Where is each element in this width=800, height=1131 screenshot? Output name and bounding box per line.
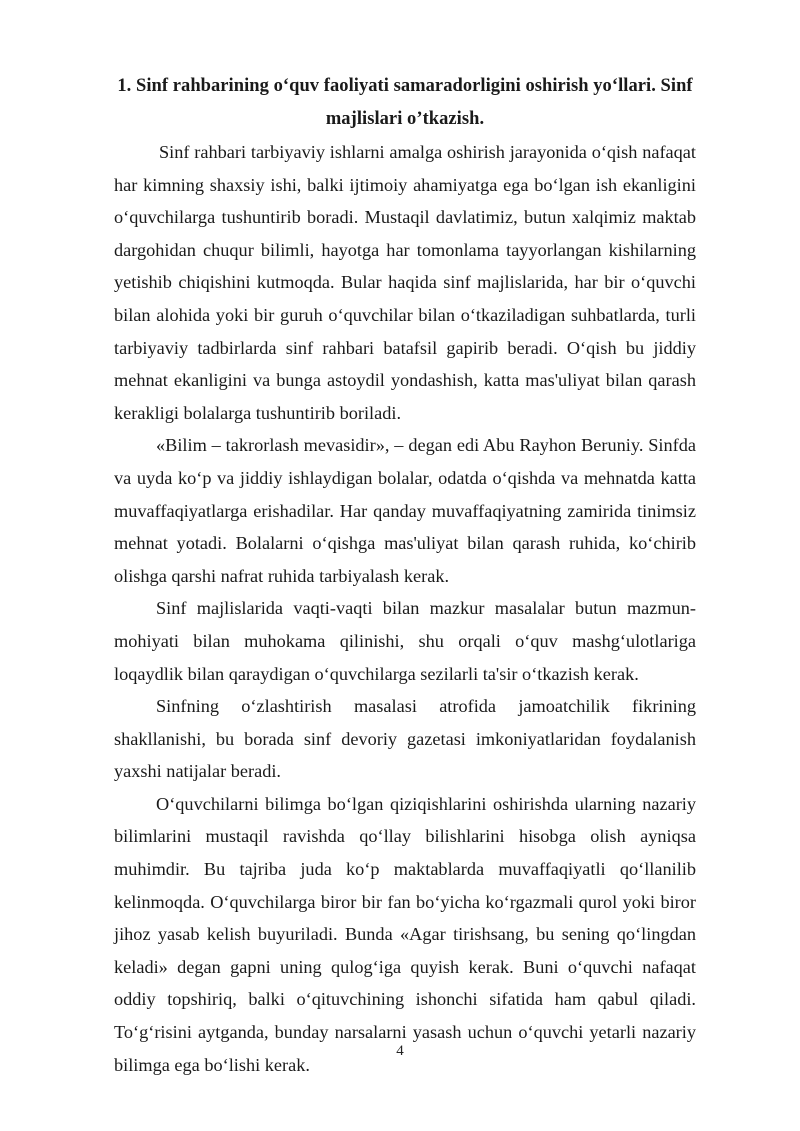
section-title: 1. Sinf rahbarining o‘quv faoliyati samaradorligini oshirish yo‘llari. Sinf majlislari o’tkazish. (117, 76, 693, 129)
document-page (114, 70, 696, 1081)
paragraph-5: O‘quvchilarni bilimga bo‘lgan qiziqishlarini oshirishda ularning nazariy bilimlarini mustaqil ravishda qo‘llay bilishlarini hisobga olish ayniqsa muhimdir. Bu tajriba juda ko‘p maktablarda muvaffaqiyatli qo‘llanilib kelinmoqda. O‘quvchilarga biror bir fan bo‘yicha ko‘rgazmali qurol yoki biror jihoz yasab kelish buyuriladi. Bunda «Agar tirishsang, bu sening qo‘lingdan keladi» degan gapni uning qulog‘iga quyish kerak. Buni o‘quvchi nafaqat oddiy topshiriq, balki o‘qituvchining ishonchi sifatida ham qabul qiladi. To‘g‘risini aytganda, bunday narsalarni yasash uchun o‘quvchi yetarli nazariy bilimga ega bo‘lishi kerak. (114, 793, 696, 1075)
paragraph-2: «Bilim – takrorlash mevasidir», – degan edi Abu Rayhon Beruniy. Sinfda va uyda ko‘p va jiddiy ishlaydigan bolalar, odatda o‘qishda va mehnatda katta muvaffaqiyatlarga erishadilar. Har qanday muvaffaqiyatning zamirida tinimsiz mehnat yotadi. Bolalarni o‘qishga mas'uliyat bilan qarash ruhida, ko‘chirib olishga qarshi nafrat ruhida tarbiyalash kerak. (114, 435, 696, 586)
paragraph-3: Sinf majlislarida vaqti-vaqti bilan mazkur masalalar butun mazmun-mohiyati bilan muhokama qilinishi, shu orqali o‘quv mashg‘ulotlariga loqaydlik bilan qaraydigan o‘quvchilarga sezilarli ta'sir o‘tkazish kerak. (114, 598, 696, 684)
page-number: 4 (396, 1043, 404, 1059)
paragraph-1: Sinf rahbari tarbiyaviy ishlarni amalga oshirish jarayonida o‘qish nafaqat har kimning shaxsiy ishi, balki ijtimoiy ahamiyatga ega bo‘lgan ish ekanligini o‘quvchilarga tushuntirib boradi. Mustaqil davlatimiz, butun xalqimiz maktab dargohidan chuqur bilimli, hayotga har tomonlama tayyorlangan kishilarning yetishib chiqishini kutmoqda. Bular haqida sinf majlislarida, har bir o‘quvchi bilan alohida yoki bir guruh o‘quvchilar bilan o‘tkaziladigan suhbatlarda, turli tarbiyaviy tadbirlarda sinf rahbari batafsil gapirib beradi. O‘qish bu jiddiy mehnat ekanligini va bunga astoydil yondashish, katta mas'uliyat bilan qarash kerakligi bolalarga tushuntirib boriladi. (114, 142, 696, 423)
paragraph-4: Sinfning o‘zlashtirish masalasi atrofida jamoatchilik fikrining shakllanishi, bu borada sinf devoriy gazetasi imkoniyatlaridan foydalanish yaxshi natijalar beradi. (114, 696, 696, 782)
